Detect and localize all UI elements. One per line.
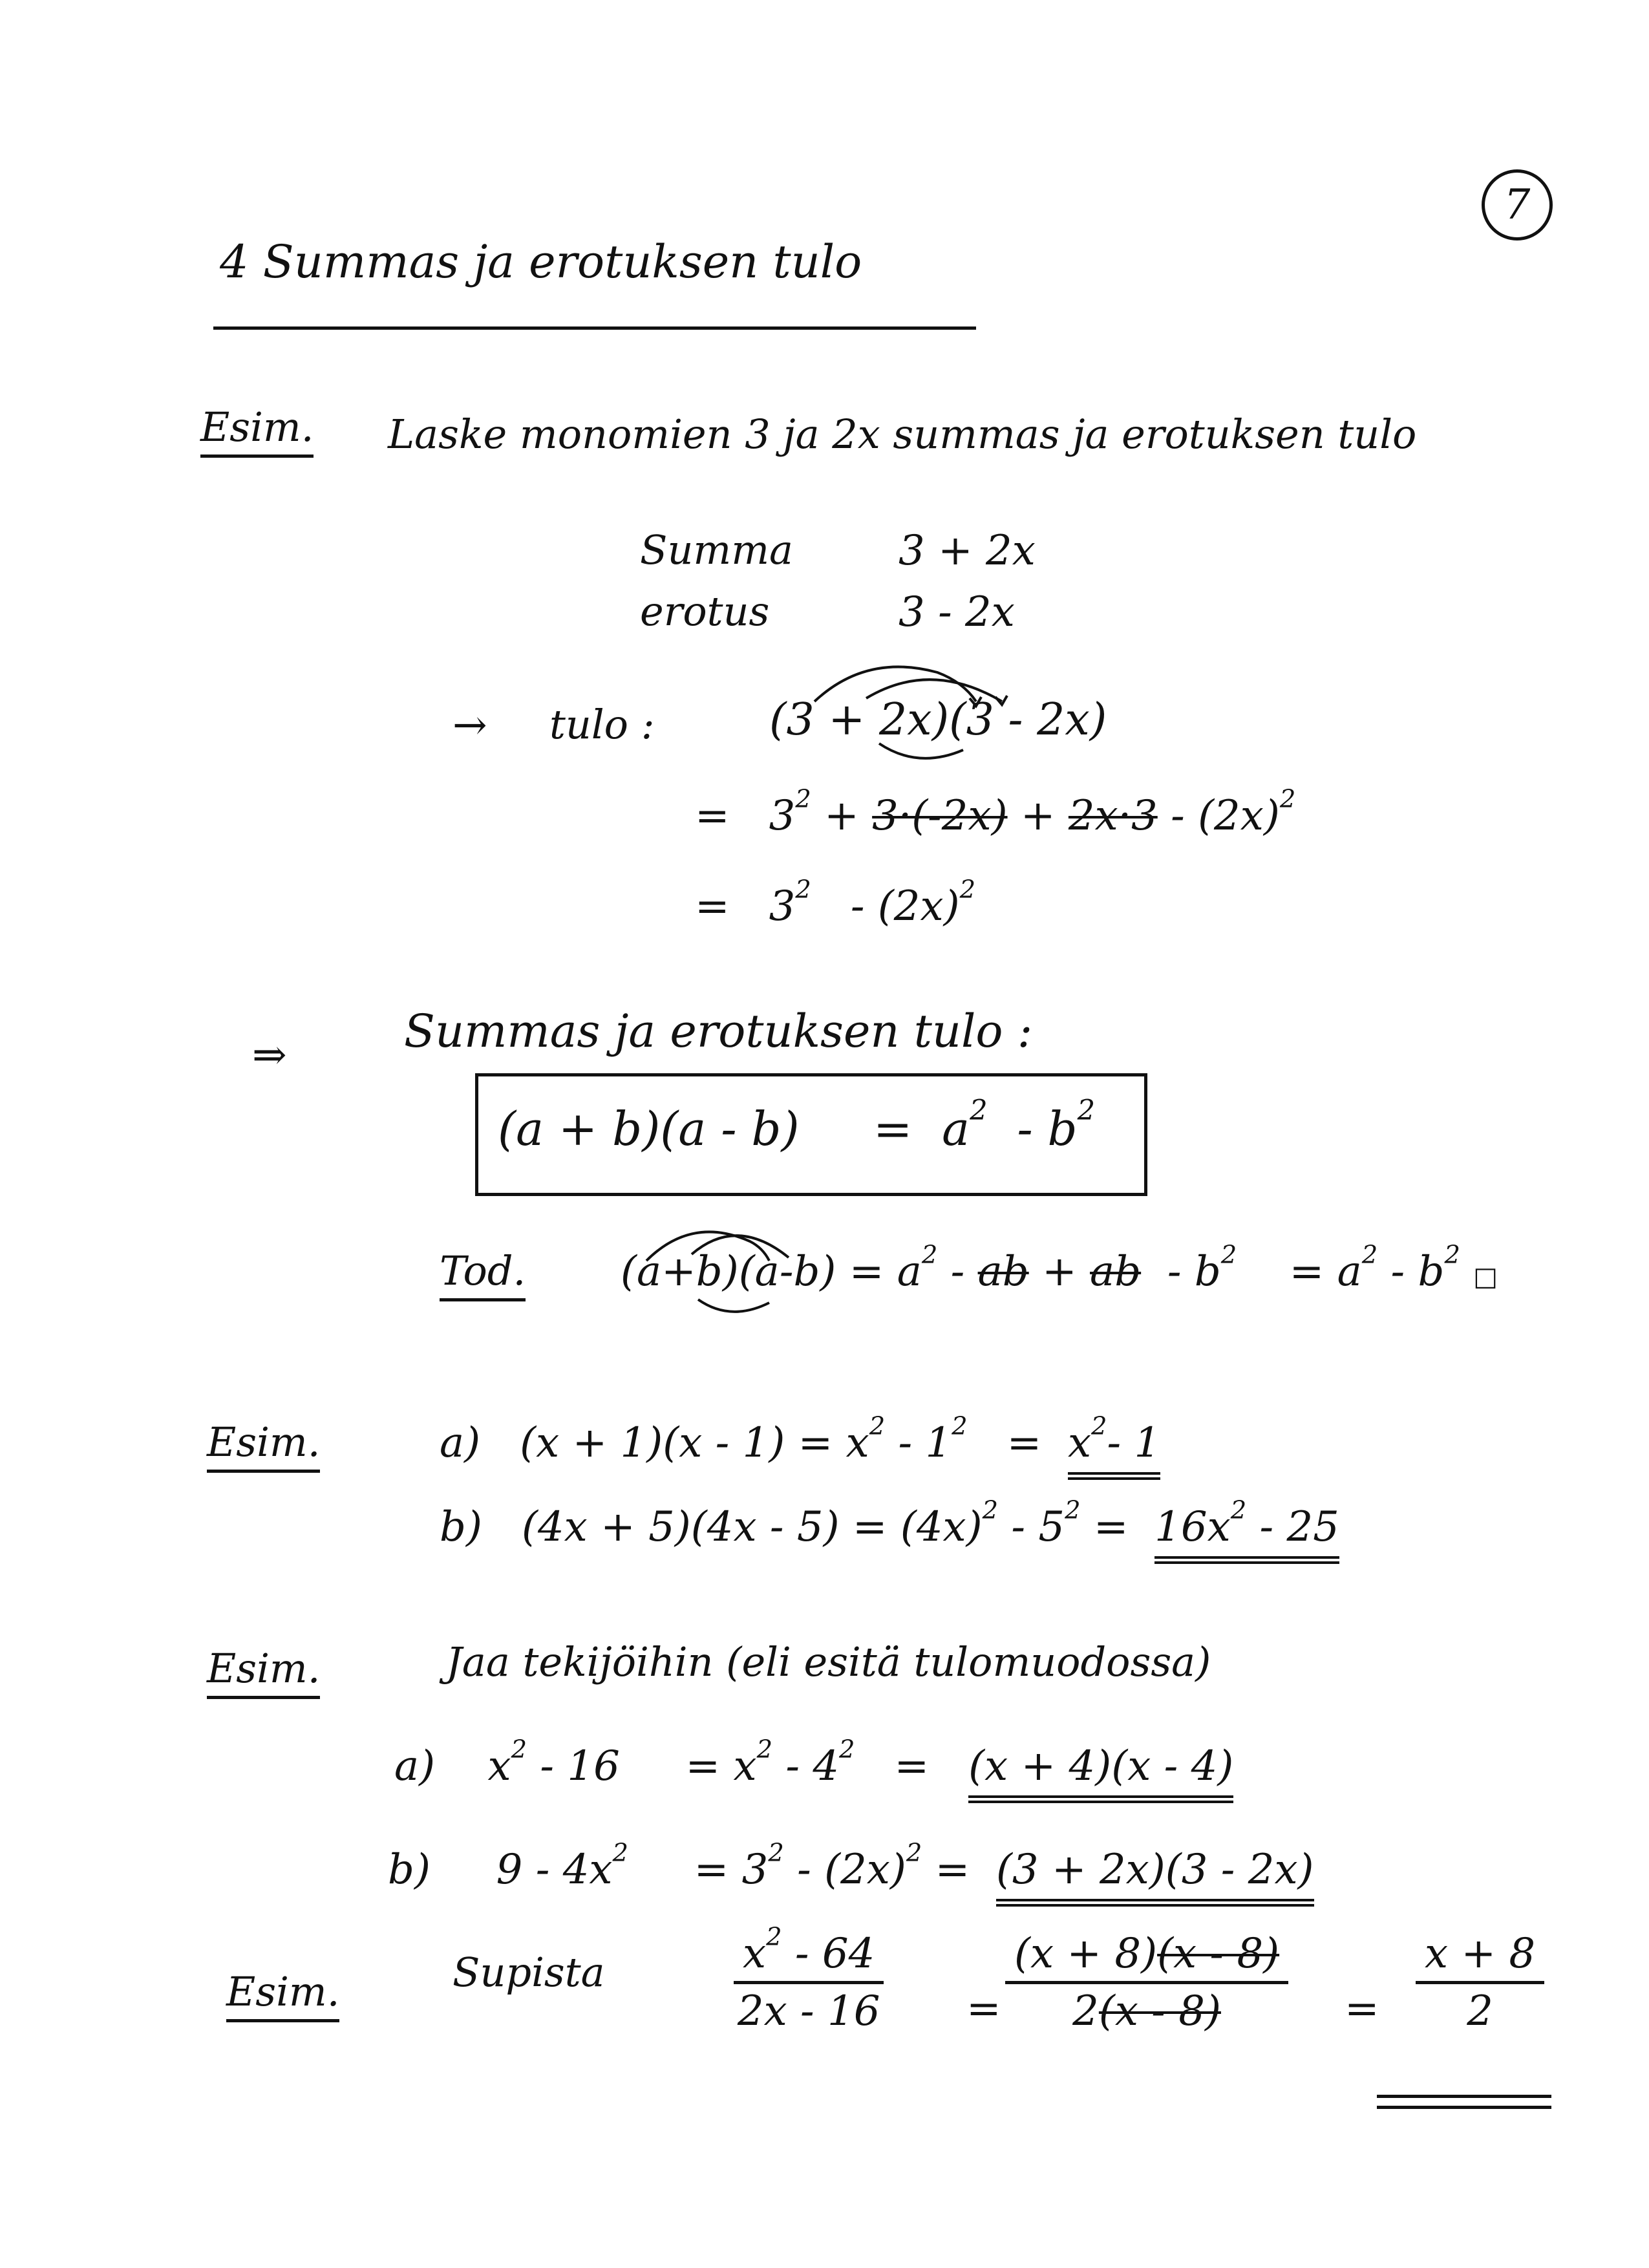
ex4-fraction2-num	[1005, 1930, 1288, 1984]
ex1-tulo-label: tulo :	[549, 701, 655, 748]
ex4-fraction2-den	[1072, 1984, 1221, 2035]
ex3-a-answer: (x + 4)(x - 4)	[968, 1742, 1233, 1803]
ex3-b-eq2: =	[935, 1846, 970, 1894]
ex4-fraction1-num: $x^2 - 64$	[734, 1933, 884, 1984]
ex4-fraction3-body	[1416, 1930, 1544, 2035]
ex4-fraction2	[1005, 1930, 1288, 2035]
ex1-step1-cancel2: 2x·3	[1068, 792, 1158, 840]
ex2-b-answer-tail: - 25	[1259, 1503, 1339, 1551]
ex1-step1-tail: - (2x)	[1171, 792, 1280, 840]
ex1-step1-eq: =	[695, 792, 730, 840]
ex1-multiplication-arrows	[769, 647, 1067, 789]
proof-tail: - b	[1167, 1248, 1221, 1296]
ex1-label-text: Esim.	[200, 403, 314, 458]
ex1-erotus-label: erotus	[640, 588, 770, 635]
heading-underline	[213, 326, 976, 330]
ex4-label-text: Esim.	[226, 1968, 339, 2022]
proof-eq: = a	[1289, 1248, 1362, 1296]
ex3-label	[207, 1645, 321, 1692]
ex3-a-eq1: = x	[685, 1742, 757, 1790]
ex4-fraction1	[734, 1922, 884, 2035]
rule-lhs: (a + b)(a - b)	[498, 1102, 800, 1156]
ex1-summa-label: Summa	[640, 526, 793, 573]
ex2-b-label: b)	[440, 1503, 482, 1551]
section-heading	[220, 235, 862, 288]
ex3-a-eq2: =	[894, 1742, 930, 1790]
proof-minus1: -	[950, 1248, 965, 1296]
page-number-circle	[1482, 169, 1553, 241]
rule-eq: =	[873, 1102, 913, 1156]
ex2-a-answer-tail: - 1	[1107, 1419, 1161, 1467]
ex1-step2-tail: - (2x)	[850, 883, 960, 930]
proof-label-text: Tod.	[440, 1247, 526, 1301]
ex3-b-answer: (3 + 2x)(3 - 2x)	[996, 1846, 1314, 1907]
ex4-f2-num-cancel: (x - 8)	[1157, 1930, 1280, 1978]
ex4-text: Supista	[452, 1949, 605, 1996]
ex3-b-label: b)	[388, 1846, 431, 1894]
ex2-b: b) $(4x + 5)(4x - 5) = (4x)^2 - 5^2 = 16x^2 - 25$	[440, 1506, 1339, 1548]
ex3-a-mid: - 4	[785, 1742, 840, 1790]
proof-label	[440, 1247, 526, 1294]
proof-lhs: (a+b)(a-b) = a	[621, 1248, 922, 1296]
proof-plus: +	[1042, 1248, 1077, 1296]
ex1-tulo-expr: (3 + 2x)(3 - 2x)	[769, 694, 1107, 745]
ex4-fraction3-num: x + 8	[1416, 1933, 1544, 1984]
ex1-summa-value: 3 + 2x	[899, 527, 1036, 575]
qed-icon: □	[1473, 1262, 1498, 1292]
ex4-label	[226, 1968, 340, 2015]
ex1-erotus-value: 3 - 2x	[899, 588, 1015, 636]
ex2-b-answer-a: 16x	[1154, 1503, 1231, 1551]
ex1-label	[200, 403, 314, 451]
ex2-label-text: Esim.	[207, 1418, 320, 1473]
ex2-b-mid: - 5	[1011, 1503, 1065, 1551]
ex1-step1-cancel1: 3·(-2x)	[872, 792, 1008, 840]
ex1-step2: = $3^2$ - $(2x)^2$	[695, 875, 975, 930]
ex1-step1-plus1: +	[824, 792, 859, 840]
page-number: 7	[1504, 181, 1531, 229]
ex4-f2-num-a: (x + 8)	[1014, 1930, 1158, 1978]
ex3-b: b) $9 - 4x^2$ = $3^2 - (2x)^2 = (3 + 2x)(3 - 2x)$	[388, 1849, 1314, 1890]
ex1-text	[388, 407, 1603, 462]
ex4-f2-den-cancel: (x - 8)	[1098, 1987, 1221, 2035]
ex3-text: Jaa tekijöihin (eli esitä tulomuodossa)	[446, 1638, 1211, 1685]
ex2-b-lhs: (4x + 5)(4x - 5) = (4x)	[521, 1503, 983, 1551]
ex4-f1-num-tail: - 64	[794, 1930, 875, 1978]
ex3-label-text: Esim.	[207, 1645, 320, 1699]
ex4-eq1: =	[966, 1985, 1001, 2033]
rule-title: Summas ja erotuksen tulo :	[404, 1005, 1033, 1058]
ex1-step1-base: 3	[769, 792, 796, 840]
ex4-fraction1-body	[734, 1922, 884, 2035]
ex3-b-lhs: 9 - 4x	[496, 1846, 613, 1894]
proof-minus2: - b	[1390, 1248, 1445, 1296]
ex2-a-label: a)	[440, 1419, 481, 1467]
ex1-tulo-arrow: →	[452, 701, 487, 749]
proof-cancel1: ab	[977, 1248, 1029, 1296]
ex1-text-content: Laske monomien 3 ja 2x summas ja erotuksen tulo	[388, 411, 1417, 458]
ex4-fraction3-den: 2	[1467, 1987, 1493, 2035]
ex2-a-lhs: (x + 1)(x - 1) = x	[520, 1419, 869, 1467]
ex4-fraction2-body	[1005, 1930, 1288, 2035]
proof-expression: $(a+b)(a-b) = a^2$ - ab + ab - $b^2$ = $a^2 - b^2$ □	[621, 1240, 1498, 1296]
ex4-answer-underline	[1377, 2095, 1551, 2109]
ex2-a-eq: =	[1006, 1419, 1042, 1467]
ex2-a-mid: - 1	[898, 1419, 952, 1467]
ex3-a-lhs: x	[487, 1742, 511, 1790]
ex3-a-label: a)	[394, 1742, 436, 1790]
ex4-fraction3	[1416, 1930, 1544, 2035]
ex3-b-eq1: = 3	[694, 1846, 769, 1894]
ex4-f1-num-a: x	[743, 1930, 767, 1978]
ex3-a: a) $x^2 - 16$ = $x^2 - 4^2$ = (x + 4)(x - 4)	[394, 1746, 1233, 1787]
ex2-b-answer: $16x^2 - 25$	[1154, 1503, 1339, 1564]
ex2-a-answer: $x^2-$ 1	[1068, 1419, 1160, 1480]
ex1-step1: = $3^2 + 3\cdot(-2x) + 2x\cdot 3 - (2x)^2$	[695, 784, 1296, 840]
ex2-label	[207, 1418, 321, 1466]
rule-a: a	[942, 1102, 970, 1156]
ex2-a-answer-x: x	[1067, 1419, 1092, 1467]
ex3-b-mid: - (2x)	[797, 1846, 906, 1894]
ex4-eq2: =	[1345, 1985, 1379, 2033]
rule-minus-b: - b	[1017, 1102, 1078, 1156]
ex1-step2-eq: =	[695, 883, 730, 930]
section-heading-text: 4 Summas ja erotuksen tulo	[220, 235, 862, 288]
ex2-a: a) $(x + 1)(x - 1) = x^2 - 1^2$ = $x^2-$ 1	[440, 1422, 1160, 1464]
ex1-step1-plus2: +	[1020, 792, 1056, 840]
proof-cancel2: ab	[1090, 1248, 1142, 1296]
ex3-a-lhs-tail: - 16	[540, 1742, 620, 1790]
rule-arrow: ⇒	[252, 1031, 287, 1079]
ex4-fraction1-den: 2x - 16	[737, 1987, 880, 2035]
rule-formula: (a + b)(a - b) = $a^2 - b^2$	[498, 1095, 1096, 1156]
ex1-step2-base: 3	[769, 883, 796, 930]
ex2-b-eq: =	[1093, 1503, 1129, 1551]
ex4-f2-den-a: 2	[1072, 1987, 1099, 2035]
